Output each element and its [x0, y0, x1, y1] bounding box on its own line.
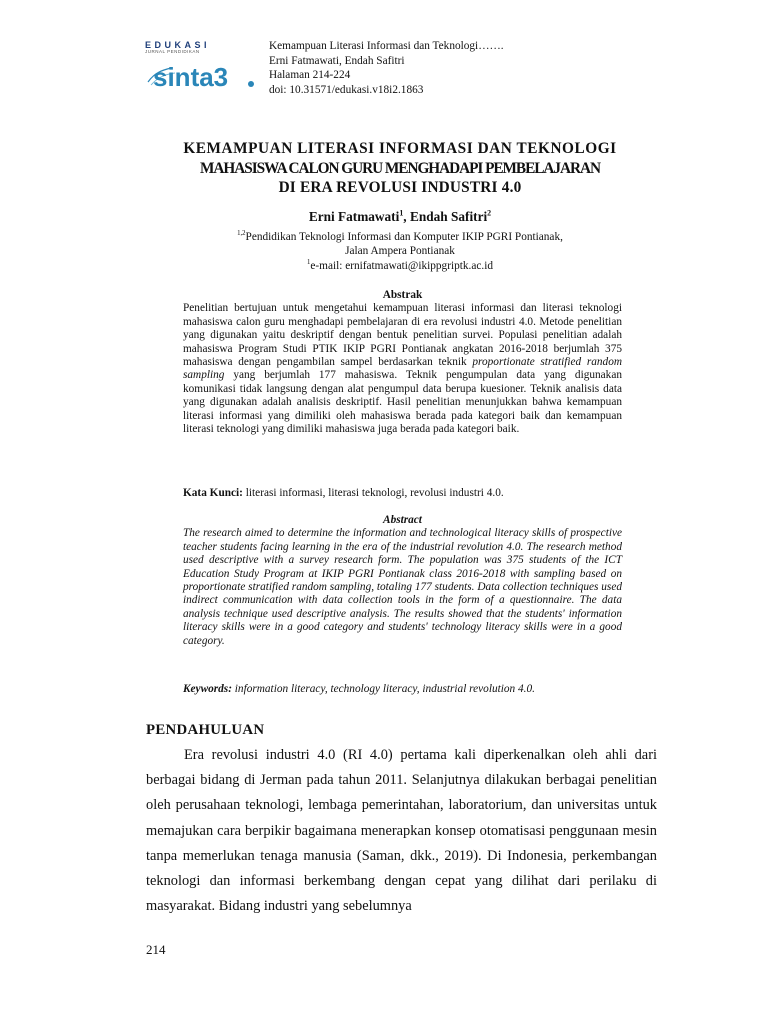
sinta-logo-text: sinta3	[153, 62, 229, 92]
author-2: Endah Safitri	[409, 209, 488, 224]
section-heading: PENDAHULUAN	[146, 722, 265, 738]
author-2-affiliation-mark: 2	[487, 208, 492, 218]
paper-title	[130, 139, 670, 198]
header-pages: Halaman 214-224	[269, 69, 351, 82]
author-1: Erni Fatmawati	[308, 209, 400, 224]
author-separator: ,	[403, 209, 410, 224]
author-email[interactable]: e-mail: ernifatmawati@ikippgriptk.ac.id	[310, 259, 493, 272]
edukasi-logo-text: EDUKASI	[145, 40, 211, 50]
keywords	[183, 682, 622, 696]
affiliation-institution: Pendidikan Teknologi Informasi dan Komputer IKIP PGRI Pontianak,	[245, 231, 563, 243]
body-paragraph: Era revolusi industri 4.0 (RI 4.0) pertama kali diperkenalkan oleh ahli dari berbagai bidang di Jerman pada tahun 2011. Selanjutnya dilakukan berbagai penelitian oleh perusahaan teknologi, lembaga pemerintahan, laboratorium, dan universitas untuk memajukan cara berpikir bagaimana menerapkan konsep otomatisasi penggunaan mesin tanpa memerlukan tenaga manusia (Saman, dkk., 2019). Di Indonesia, perkembangan teknologi dan informasi berkembang dengan cepat yang dilihat dari perilaku di masyarakat. Bidang industri yang sebelumnya	[146, 747, 657, 915]
email-mark: 1	[306, 259, 311, 267]
kata-kunci-text: literasi informasi, literasi teknologi, revolusi industri 4.0.	[242, 487, 504, 499]
abstract-section	[183, 514, 622, 648]
abstrak-italic-term: proportionate stratified random sampling	[183, 356, 623, 382]
page-number: 214	[146, 942, 166, 957]
title-line-1: KEMAMPUAN LITERASI INFORMASI DAN TEKNOLOGI	[183, 140, 617, 157]
affiliation-mark: 1,2	[237, 230, 246, 238]
running-header	[269, 39, 504, 97]
sinta-logo	[145, 60, 257, 94]
keywords-label: Keywords:	[183, 683, 232, 695]
affiliation-address: Jalan Ampera Pontianak	[345, 245, 455, 258]
affiliation	[130, 230, 670, 273]
title-line-2: MAHASISWA CALON GURU MENGHADAPI PEMBELAJARAN	[200, 159, 600, 177]
title-line-3: DI ERA REVOLUSI INDUSTRI 4.0	[278, 179, 522, 196]
author-list	[130, 209, 670, 225]
abstrak-section	[183, 289, 622, 436]
author-1-affiliation-mark: 1	[399, 208, 404, 218]
journal-logos	[145, 40, 260, 100]
header-authors: Erni Fatmawati, Endah Safitri	[269, 54, 405, 67]
header-doi[interactable]: doi: 10.31571/edukasi.v18i2.1863	[269, 83, 424, 96]
edukasi-logo-subtitle: JURNAL PENDIDIKAN	[145, 49, 200, 54]
kata-kunci	[183, 486, 622, 500]
sinta-logo-graphic	[145, 60, 257, 94]
kata-kunci-label: Kata Kunci:	[183, 487, 243, 499]
header-short-title: Kemampuan Literasi Informasi dan Teknologi…….	[269, 40, 504, 52]
abstrak-text: Penelitian bertujuan untuk mengetahui kemampuan literasi informasi dan literasi teknologi mahasiswa calon guru menghadapi pembelajaran di era revolusi industri 4.0. Metode penelitian yang digunakan yaitu deskriptif dengan bentuk penelitian survei. Populasi penelitian adalah mahasiswa Program Studi PTIK IKIP PGRI Pontianak angkatan 2016-2018 berjumlah 375 mahasiswa dengan pengambilan sampel berdasarkan teknik proportionate stratified random sampling yang berjumlah 177 mahasiswa. Teknik pengumpulan data yang digunakan komunikasi tidak langsung dengan alat pengumpul data berupa kuesioner. Teknik analisis data yang digunakan adalah analisis deskriptif. Hasil penelitian menunjukkan bahwa kemampuan literasi informasi yang dimiliki oleh mahasiswa berada pada kategori baik dan kemampuan literasi teknologi yang dimiliki mahasiswa juga berada pada kategori baik.	[183, 302, 623, 436]
abstract-heading: Abstract	[383, 514, 422, 526]
abstract-text: The research aimed to determine the information and technological literacy skills of prospective teacher students facing learning in the era of the industrial revolution 4.0. The research method used descriptive with a survey research form. The population was 375 students of the ICT Education Study Program at IKIP PGRI Pontianak class 2016-2018 with sampling based on proportionate stratified random sampling, totaling 177 students. Data collection techniques used indirect communication with data collection tools in the form of a questionnaire. The data analysis technique used descriptive analysis. The results showed that the students' information literacy skills were in a good category and students' technology literacy skills were in a good category.	[183, 527, 622, 647]
edukasi-logo	[145, 40, 210, 54]
keywords-text: information literacy, technology literacy, industrial revolution 4.0.	[231, 683, 535, 695]
abstrak-heading: Abstrak	[382, 289, 423, 301]
